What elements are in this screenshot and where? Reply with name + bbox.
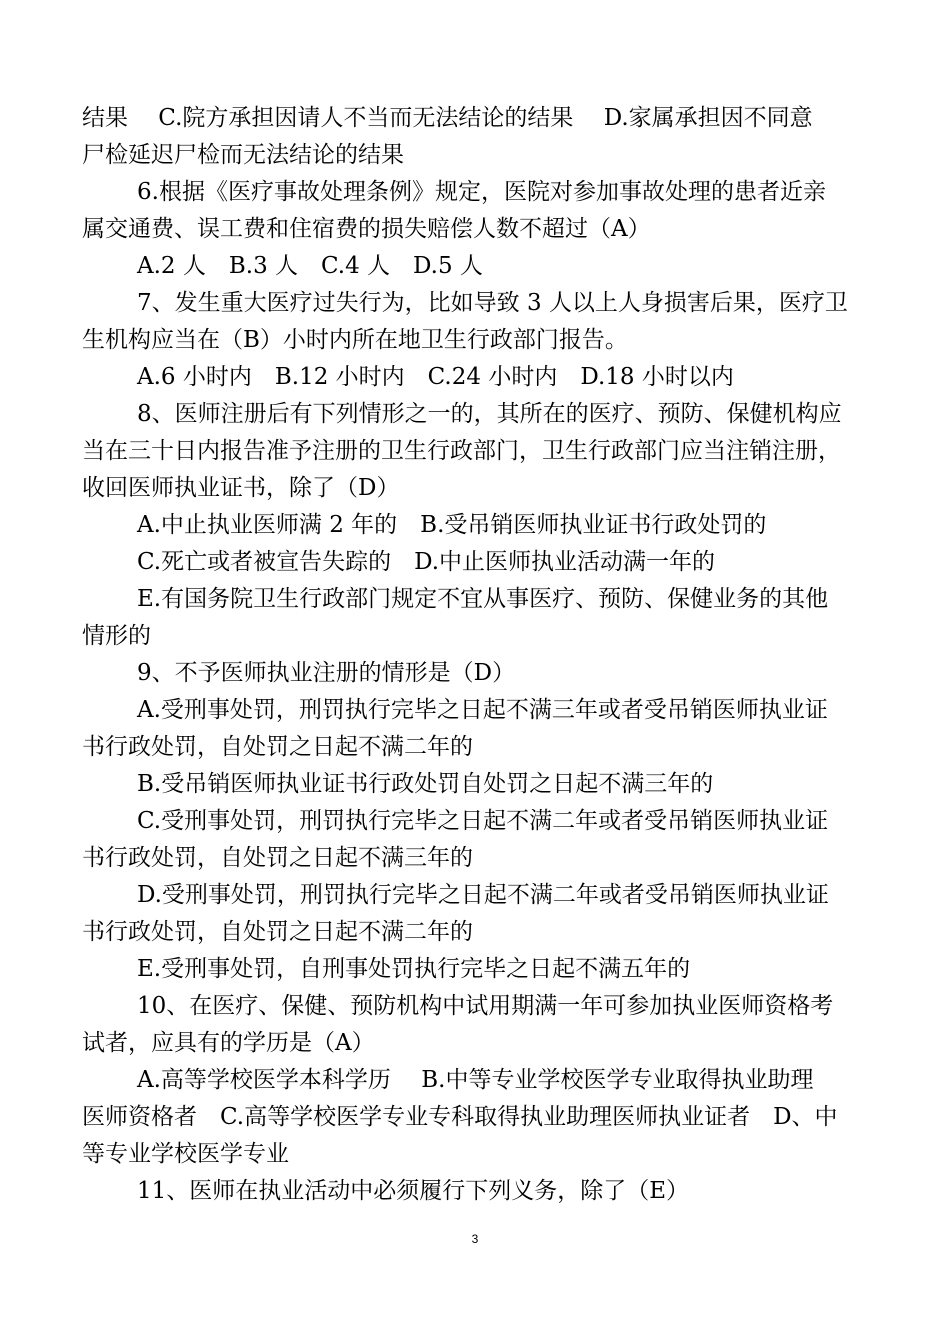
text-line: 尸检延迟尸检而无法结论的结果 xyxy=(82,142,404,168)
text-line: A.高等学校医学本科学历 B.中等专业学校医学专业取得执业助理 xyxy=(137,1067,814,1093)
text-line: 书行政处罚，自处罚之日起不满二年的 xyxy=(82,919,473,945)
text-line: A.受刑事处罚，刑罚执行完毕之日起不满三年或者受吊销医师执业证 xyxy=(137,697,828,723)
text-line: 属交通费、误工费和住宿费的损失赔偿人数不超过（A） xyxy=(82,216,651,242)
text-line: 试者，应具有的学历是（A） xyxy=(82,1030,375,1056)
text-line: 11、医师在执业活动中必须履行下列义务，除了（E） xyxy=(137,1178,690,1204)
text-line: E.受刑事处罚，自刑事处罚执行完毕之日起不满五年的 xyxy=(137,956,691,982)
page-number: 3 xyxy=(471,1232,479,1246)
text-line: B.受吊销医师执业证书行政处罚自处罚之日起不满三年的 xyxy=(137,771,714,797)
text-line: 8、医师注册后有下列情形之一的，其所在的医疗、预防、保健机构应 xyxy=(137,401,842,427)
text-line: 10、在医疗、保健、预防机构中试用期满一年可参加执业医师资格考 xyxy=(137,993,834,1019)
text-line: 生机构应当在（B）小时内所在地卫生行政部门报告。 xyxy=(82,327,628,353)
text-line: A.2 人 B.3 人 C.4 人 D.5 人 xyxy=(137,253,483,279)
text-line: 书行政处罚，自处罚之日起不满二年的 xyxy=(82,734,473,760)
text-line: 当在三十日内报告准予注册的卫生行政部门，卫生行政部门应当注销注册， xyxy=(82,438,841,464)
text-line: C.死亡或者被宣告失踪的 D.中止医师执业活动满一年的 xyxy=(137,549,716,575)
text-line: 医师资格者 C.高等学校医学专业专科取得执业助理医师执业证者 D、中 xyxy=(82,1104,838,1130)
text-line: 9、不予医师执业注册的情形是（D） xyxy=(137,660,516,686)
text-line: E.有国务院卫生行政部门规定不宜从事医疗、预防、保健业务的其他 xyxy=(137,586,829,612)
text-line: D.受刑事处罚，刑罚执行完毕之日起不满二年或者受吊销医师执业证 xyxy=(137,882,829,908)
text-line: A.中止执业医师满 2 年的 B.受吊销医师执业证书行政处罚的 xyxy=(137,512,767,538)
text-line: 书行政处罚，自处罚之日起不满三年的 xyxy=(82,845,473,871)
text-line: C.受刑事处罚，刑罚执行完毕之日起不满二年或者受吊销医师执业证 xyxy=(137,808,829,834)
text-line: 7、发生重大医疗过失行为，比如导致 3 人以上人身损害后果，医疗卫 xyxy=(137,290,848,316)
text-line: 结果 C.院方承担因请人不当而无法结论的结果 D.家属承担因不同意 xyxy=(82,105,813,131)
text-line: 情形的 xyxy=(82,623,151,649)
text-line: A.6 小时内 B.12 小时内 C.24 小时内 D.18 小时以内 xyxy=(137,364,734,390)
text-line: 等专业学校医学专业 xyxy=(82,1141,289,1167)
page-body xyxy=(82,100,872,1210)
text-line: 6.根据《医疗事故处理条例》规定，医院对参加事故处理的患者近亲 xyxy=(137,179,826,205)
text-line: 收回医师执业证书，除了（D） xyxy=(82,475,400,501)
